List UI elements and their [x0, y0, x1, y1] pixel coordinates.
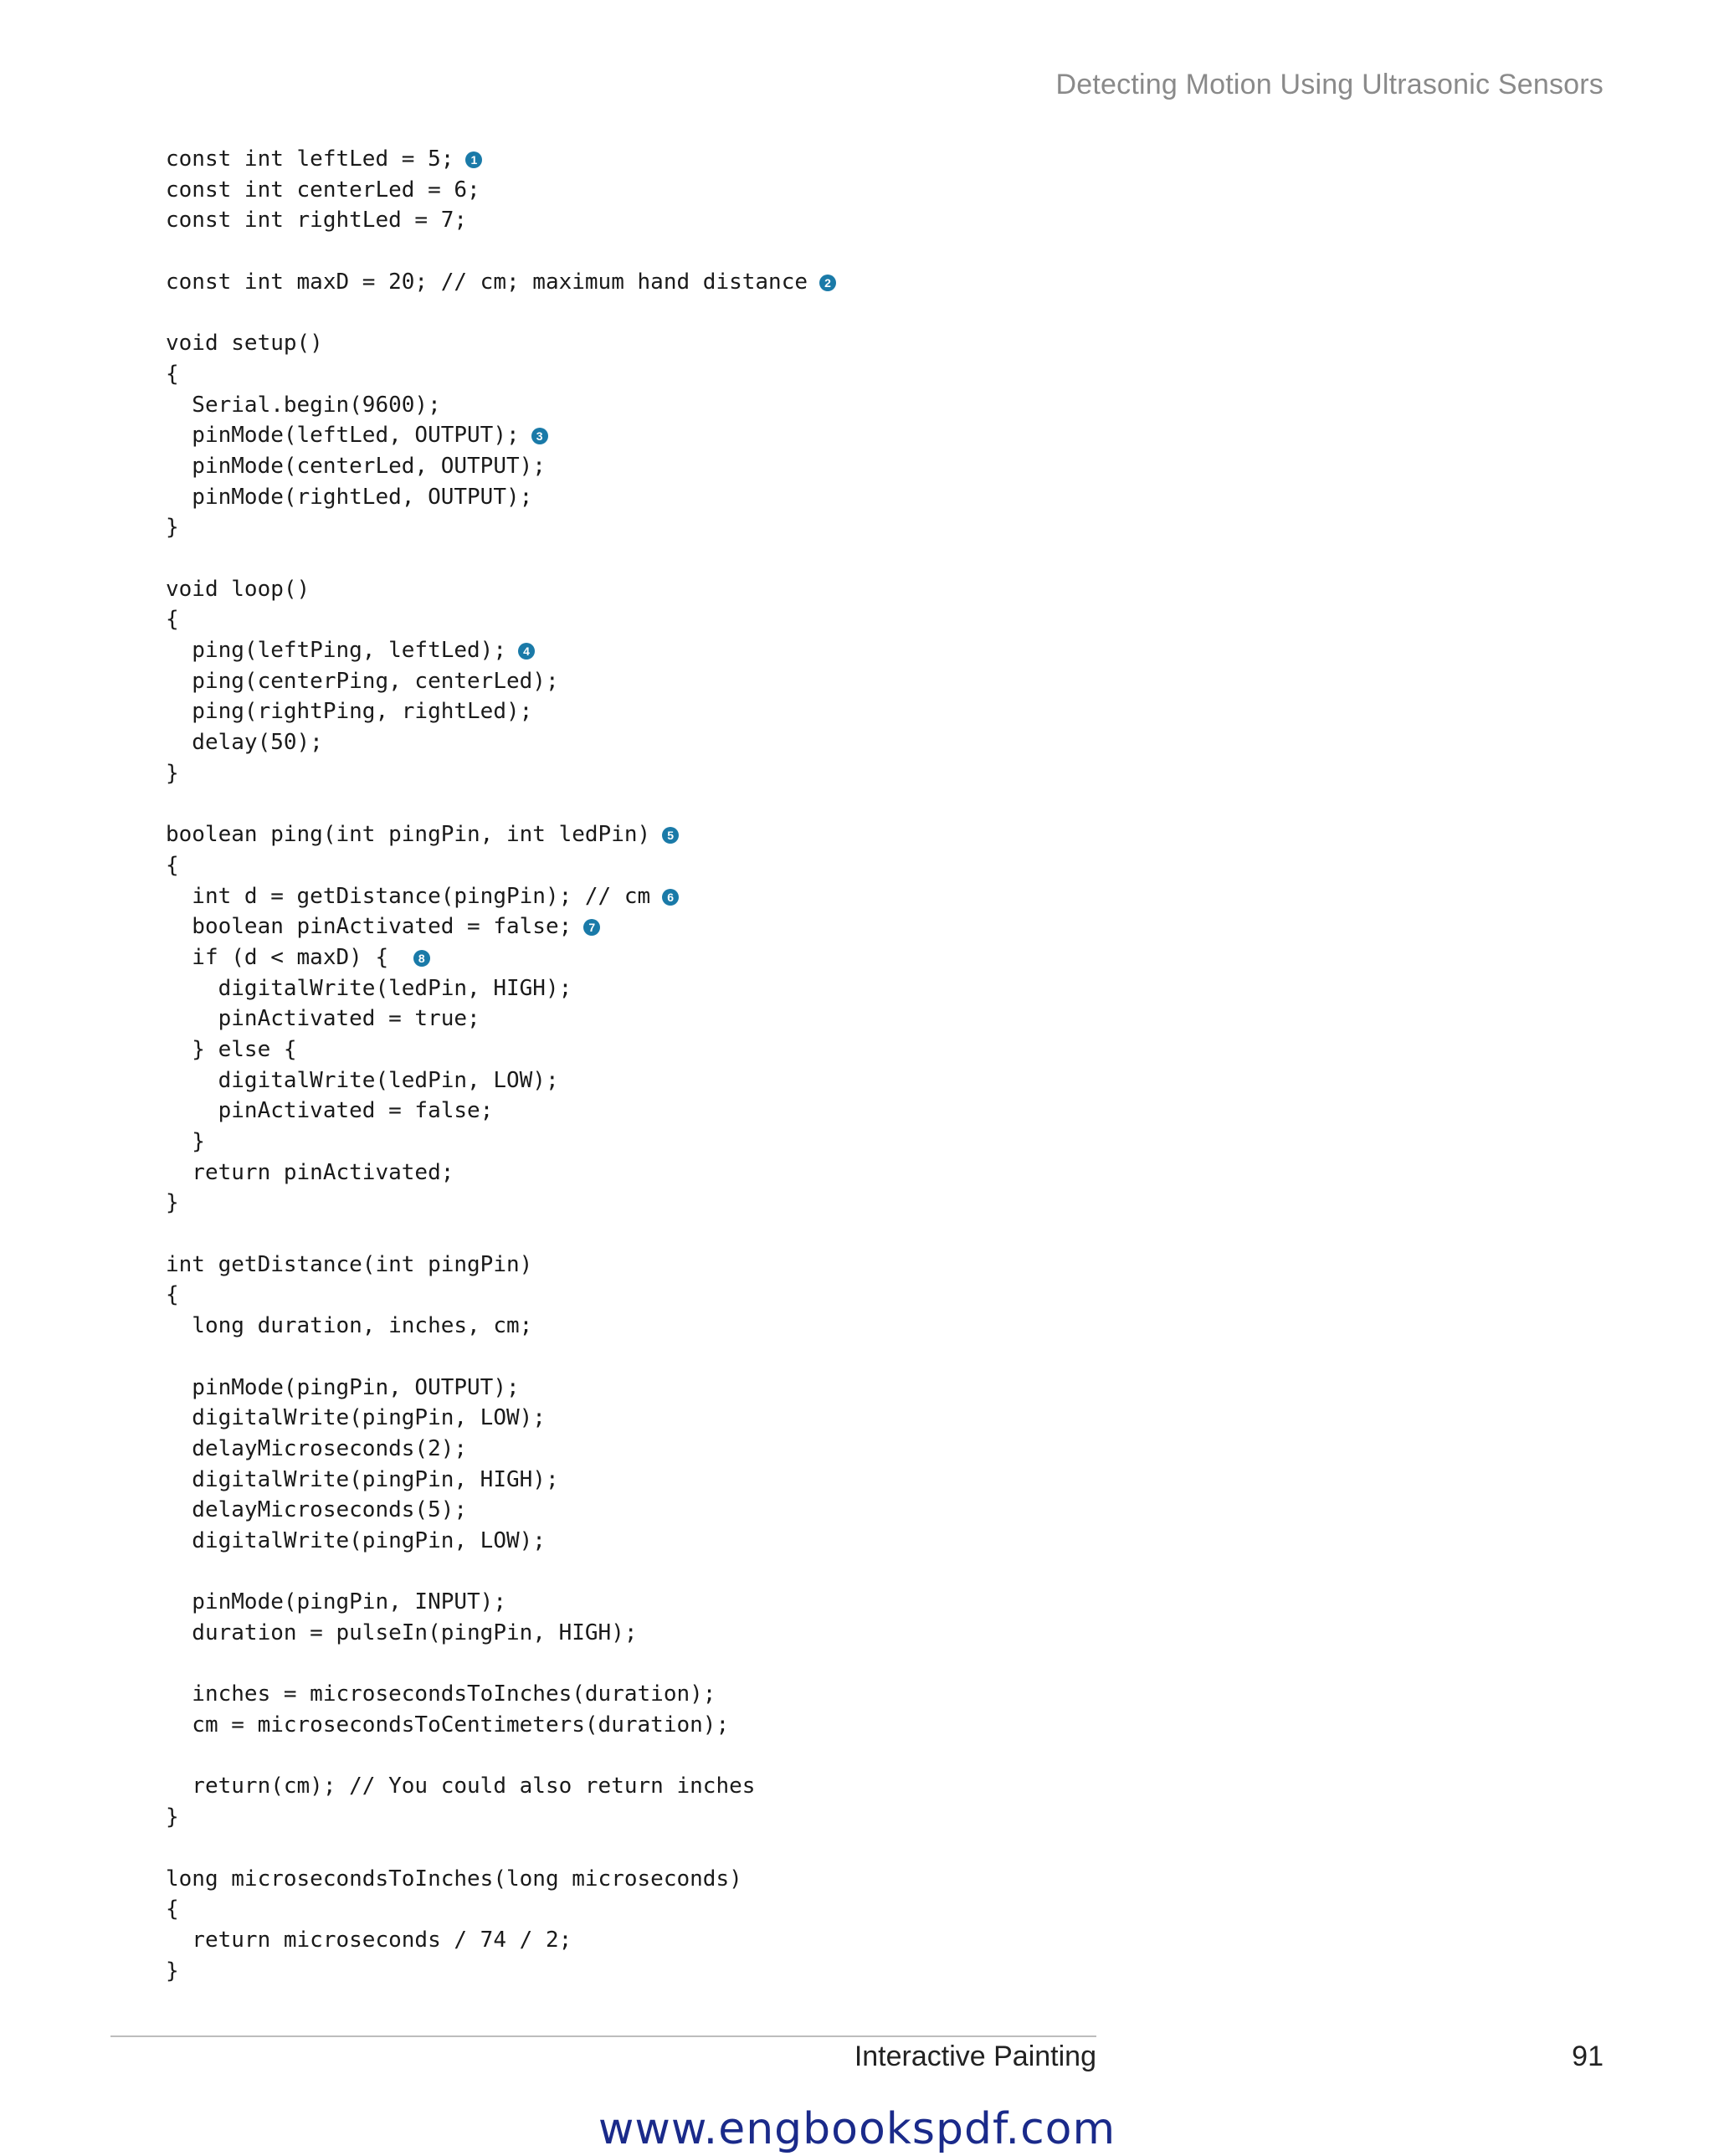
code-text: }	[166, 1804, 179, 1830]
code-line	[166, 1925, 836, 1956]
footer-divider	[110, 2035, 1096, 2037]
code-line	[166, 420, 836, 451]
code-line	[166, 1802, 836, 1833]
code-line	[166, 1373, 836, 1404]
code-text: void setup()	[166, 331, 323, 357]
code-text: pinActivated = false;	[166, 1098, 494, 1124]
code-text: boolean ping(int pingPin, int ledPin)	[166, 822, 651, 848]
code-line	[166, 1833, 836, 1864]
code-text: digitalWrite(pingPin, LOW);	[166, 1405, 546, 1431]
page-number: 91	[1572, 2041, 1604, 2072]
code-text: const int leftLed = 5;	[166, 146, 454, 172]
code-text: boolean pinActivated = false;	[166, 914, 572, 940]
code-line	[166, 512, 836, 543]
callout-marker: 3	[531, 428, 548, 444]
code-line	[166, 604, 836, 635]
footer-section-title: Interactive Painting	[854, 2041, 1096, 2072]
code-text: ping(rightPing, rightLed);	[166, 699, 533, 725]
code-text: Serial.begin(9600);	[166, 392, 441, 418]
code-line	[166, 1557, 836, 1588]
code-text: cm = microsecondsToCentimeters(duration);	[166, 1712, 730, 1738]
code-line	[166, 881, 836, 912]
code-line	[166, 1465, 836, 1496]
code-line	[166, 1710, 836, 1741]
code-line	[166, 1065, 836, 1096]
callout-marker: 7	[583, 919, 600, 936]
code-text: inches = microsecondsToInches(duration);	[166, 1681, 716, 1707]
code-line	[166, 574, 836, 605]
code-text: {	[166, 1897, 179, 1922]
code-text: long duration, inches, cm;	[166, 1313, 533, 1339]
code-line	[166, 850, 836, 881]
code-line	[166, 1158, 836, 1188]
code-text: const int rightLed = 7;	[166, 208, 468, 234]
code-text: {	[166, 607, 179, 633]
code-text: pinMode(leftLed, OUTPUT);	[166, 423, 520, 449]
code-text: digitalWrite(pingPin, HIGH);	[166, 1466, 559, 1492]
code-listing	[166, 144, 836, 1986]
code-line	[166, 359, 836, 390]
callout-marker: 6	[662, 889, 679, 906]
code-text: {	[166, 1282, 179, 1308]
code-text: delayMicroseconds(5);	[166, 1497, 468, 1523]
code-text: if (d < maxD) {	[166, 944, 402, 970]
code-line	[166, 1004, 836, 1034]
code-text: digitalWrite(ledPin, HIGH);	[166, 975, 572, 1001]
code-line	[166, 788, 836, 819]
code-line	[166, 1649, 836, 1680]
running-head: Detecting Motion Using Ultrasonic Sensors	[1055, 69, 1604, 100]
callout-marker: 1	[465, 151, 482, 168]
code-line	[166, 973, 836, 1004]
code-text: }	[166, 760, 179, 786]
code-line	[166, 1034, 836, 1065]
code-line	[166, 328, 836, 359]
code-text: } else {	[166, 1036, 297, 1062]
code-text: delay(50);	[166, 730, 323, 756]
code-text: ping(centerPing, centerLed);	[166, 668, 559, 694]
code-line	[166, 819, 836, 850]
code-text: return pinActivated;	[166, 1159, 454, 1185]
code-line	[166, 267, 836, 298]
code-text: delayMicroseconds(2);	[166, 1435, 468, 1461]
code-text: duration = pulseIn(pingPin, HIGH);	[166, 1620, 638, 1645]
code-text: long microsecondsToInches(long microseconds)	[166, 1866, 742, 1892]
callout-marker: 5	[662, 827, 679, 844]
code-text: }	[166, 1190, 179, 1216]
code-line	[166, 390, 836, 421]
code-text: ping(leftPing, leftLed);	[166, 638, 506, 663]
code-text: {	[166, 361, 179, 387]
code-line	[166, 205, 836, 236]
code-line	[166, 1894, 836, 1925]
code-text: pinMode(rightLed, OUTPUT);	[166, 484, 533, 510]
code-text: return microseconds / 74 / 2;	[166, 1927, 572, 1953]
code-text: }	[166, 1958, 179, 1984]
code-text: int d = getDistance(pingPin); // cm	[166, 883, 651, 909]
code-line	[166, 758, 836, 789]
code-line	[166, 1741, 836, 1772]
code-line	[166, 1956, 836, 1987]
code-line	[166, 175, 836, 206]
code-line	[166, 1403, 836, 1434]
code-line	[166, 1311, 836, 1342]
code-line	[166, 942, 836, 973]
code-text: }	[166, 515, 179, 541]
code-text: const int maxD = 20; // cm; maximum hand distance	[166, 269, 808, 295]
code-line	[166, 543, 836, 574]
code-line	[166, 1526, 836, 1557]
code-text: pinActivated = true;	[166, 1006, 480, 1032]
callout-marker: 2	[819, 275, 836, 291]
code-text: return(cm); // You could also return inches	[166, 1774, 756, 1799]
code-line	[166, 1250, 836, 1281]
code-line	[166, 696, 836, 727]
code-line	[166, 635, 836, 666]
code-line	[166, 1434, 836, 1465]
code-line	[166, 1280, 836, 1311]
code-text: digitalWrite(pingPin, LOW);	[166, 1527, 546, 1553]
callout-marker: 8	[413, 950, 430, 967]
code-text: const int centerLed = 6;	[166, 177, 480, 203]
code-line	[166, 236, 836, 267]
callout-marker: 4	[518, 643, 535, 660]
code-line	[166, 144, 836, 175]
code-line	[166, 1618, 836, 1649]
code-line	[166, 1188, 836, 1219]
code-text: pinMode(centerLed, OUTPUT);	[166, 453, 546, 479]
code-line	[166, 297, 836, 328]
code-line	[166, 1495, 836, 1526]
code-text: digitalWrite(ledPin, LOW);	[166, 1067, 559, 1093]
code-line	[166, 1864, 836, 1895]
code-text: pinMode(pingPin, INPUT);	[166, 1589, 506, 1615]
code-text: pinMode(pingPin, OUTPUT);	[166, 1374, 520, 1400]
code-line	[166, 1587, 836, 1618]
code-line	[166, 666, 836, 697]
code-text: }	[166, 1129, 205, 1154]
code-line	[166, 1679, 836, 1710]
code-line	[166, 1096, 836, 1127]
code-line	[166, 911, 836, 942]
code-line	[166, 1771, 836, 1802]
code-line	[166, 727, 836, 758]
code-text: void loop()	[166, 576, 310, 602]
code-line	[166, 482, 836, 513]
code-line	[166, 1342, 836, 1373]
code-line	[166, 1127, 836, 1158]
watermark-link[interactable]: www.engbookspdf.com	[598, 2104, 1116, 2154]
code-line	[166, 451, 836, 482]
code-text: {	[166, 852, 179, 878]
code-text: int getDistance(int pingPin)	[166, 1251, 533, 1277]
code-line	[166, 1219, 836, 1250]
